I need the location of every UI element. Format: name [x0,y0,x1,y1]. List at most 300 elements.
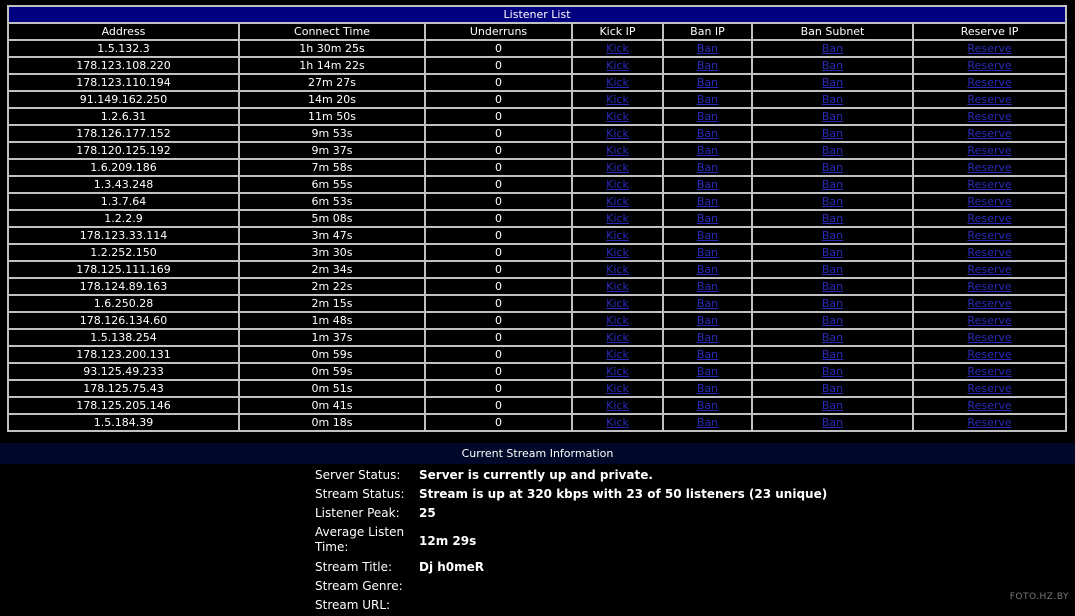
connect-time-cell: 14m 20s [239,91,425,108]
ban-subnet-cell [752,227,913,244]
address-cell: 1.6.209.186 [8,159,239,176]
table-row [8,363,1066,380]
ban-subnet-cell [752,159,913,176]
reserve-ip-link[interactable]: Reserve [967,331,1012,344]
address-cell: 91.149.162.250 [8,91,239,108]
kick-ip-link[interactable]: Kick [606,195,629,208]
kick-ip-link[interactable]: Kick [606,110,629,123]
ban-ip-cell [663,346,752,363]
connect-time-cell: 3m 30s [239,244,425,261]
ban-ip-link[interactable]: Ban [696,212,719,225]
kick-ip-cell [572,74,663,91]
kick-ip-link[interactable]: Kick [606,331,629,344]
connect-time-cell: 2m 34s [239,261,425,278]
underruns-cell: 0 [425,295,572,312]
kick-ip-link[interactable]: Kick [606,76,629,89]
column-header-connect-time: Connect Time [239,23,425,40]
table-row [8,346,1066,363]
connect-time-cell: 6m 55s [239,176,425,193]
ban-ip-link[interactable]: Ban [696,144,719,157]
reserve-ip-link[interactable]: Reserve [967,229,1012,242]
ban-subnet-link[interactable]: Ban [821,280,844,293]
address-cell: 1.3.43.248 [8,176,239,193]
kick-ip-link[interactable]: Kick [606,416,629,429]
kick-ip-link[interactable]: Kick [606,93,629,106]
underruns-cell: 0 [425,210,572,227]
address-cell: 1.5.138.254 [8,329,239,346]
ban-subnet-link[interactable]: Ban [821,59,844,72]
reserve-ip-cell [913,210,1066,227]
kick-ip-cell [572,312,663,329]
connect-time-cell: 2m 15s [239,295,425,312]
reserve-ip-link[interactable]: Reserve [967,110,1012,123]
underruns-cell: 0 [425,227,572,244]
table-row [8,397,1066,414]
ban-ip-cell [663,329,752,346]
underruns-cell: 0 [425,397,572,414]
kick-ip-link[interactable]: Kick [606,229,629,242]
connect-time-cell: 11m 50s [239,108,425,125]
underruns-cell: 0 [425,108,572,125]
reserve-ip-cell [913,159,1066,176]
connect-time-cell: 0m 59s [239,363,425,380]
ban-ip-cell [663,125,752,142]
connect-time-cell: 2m 22s [239,278,425,295]
ban-ip-cell [663,227,752,244]
ban-ip-cell [663,295,752,312]
connect-time-cell: 7m 58s [239,159,425,176]
address-cell: 178.124.89.163 [8,278,239,295]
kick-ip-link[interactable]: Kick [606,144,629,157]
ban-ip-link[interactable]: Ban [696,280,719,293]
stream-title-value: Dj h0meR [419,560,485,574]
reserve-ip-cell [913,278,1066,295]
ban-ip-cell [663,142,752,159]
watermark: FOTO.HZ.BY [1009,592,1069,602]
kick-ip-link[interactable]: Kick [606,348,629,361]
ban-ip-link[interactable]: Ban [696,59,719,72]
stream-genre-row [315,578,835,597]
ban-subnet-cell [752,329,913,346]
ban-subnet-cell [752,176,913,193]
table-row [8,312,1066,329]
address-cell: 1.2.2.9 [8,210,239,227]
reserve-ip-cell [913,295,1066,312]
address-cell: 178.126.177.152 [8,125,239,142]
table-row [8,210,1066,227]
ban-subnet-cell [752,295,913,312]
ban-subnet-cell [752,125,913,142]
reserve-ip-cell [913,244,1066,261]
kick-ip-cell [572,57,663,74]
server-status-row [315,467,835,486]
ban-ip-cell [663,40,752,57]
kick-ip-link[interactable]: Kick [606,365,629,378]
connect-time-cell: 5m 08s [239,210,425,227]
address-cell: 178.123.200.131 [8,346,239,363]
ban-ip-link[interactable]: Ban [696,348,719,361]
average-listen-time-label: Average Listen Time: [315,525,405,554]
kick-ip-cell [572,363,663,380]
ban-subnet-cell [752,74,913,91]
reserve-ip-link[interactable]: Reserve [967,280,1012,293]
table-row [8,159,1066,176]
table-row [8,278,1066,295]
kick-ip-cell [572,244,663,261]
ban-subnet-link[interactable]: Ban [821,382,844,395]
ban-subnet-cell [752,57,913,74]
table-row [8,108,1066,125]
kick-ip-link[interactable]: Kick [606,212,629,225]
connect-time-cell: 1h 30m 25s [239,40,425,57]
server-status-label: Server Status: [315,468,401,482]
address-cell: 1.2.6.31 [8,108,239,125]
ban-ip-link[interactable]: Ban [696,314,719,327]
listener-list-panel [7,5,1065,432]
underruns-cell: 0 [425,176,572,193]
ban-subnet-cell [752,193,913,210]
address-cell: 178.123.33.114 [8,227,239,244]
ban-ip-link[interactable]: Ban [696,110,719,123]
reserve-ip-link[interactable]: Reserve [967,212,1012,225]
address-cell: 178.125.111.169 [8,261,239,278]
kick-ip-cell [572,227,663,244]
listener-peak-value: 25 [419,506,436,520]
connect-time-cell: 3m 47s [239,227,425,244]
reserve-ip-cell [913,363,1066,380]
reserve-ip-link[interactable]: Reserve [967,382,1012,395]
underruns-cell: 0 [425,91,572,108]
ban-subnet-link[interactable]: Ban [821,76,844,89]
ban-subnet-cell [752,380,913,397]
ban-subnet-link[interactable]: Ban [821,399,844,412]
underruns-cell: 0 [425,329,572,346]
ban-subnet-link[interactable]: Ban [821,263,844,276]
kick-ip-link[interactable]: Kick [606,263,629,276]
reserve-ip-link[interactable]: Reserve [967,144,1012,157]
reserve-ip-cell [913,346,1066,363]
kick-ip-cell [572,91,663,108]
kick-ip-cell [572,278,663,295]
reserve-ip-link[interactable]: Reserve [967,161,1012,174]
reserve-ip-cell [913,329,1066,346]
ban-ip-cell [663,380,752,397]
reserve-ip-cell [913,40,1066,57]
reserve-ip-link[interactable]: Reserve [967,195,1012,208]
ban-ip-link[interactable]: Ban [696,229,719,242]
ban-subnet-link[interactable]: Ban [821,246,844,259]
underruns-cell: 0 [425,74,572,91]
reserve-ip-cell [913,57,1066,74]
ban-subnet-link[interactable]: Ban [821,93,844,106]
reserve-ip-cell [913,125,1066,142]
address-cell: 1.3.7.64 [8,193,239,210]
ban-ip-cell [663,278,752,295]
reserve-ip-cell [913,261,1066,278]
ban-subnet-link[interactable]: Ban [821,314,844,327]
table-row [8,74,1066,91]
kick-ip-link[interactable]: Kick [606,127,629,140]
kick-ip-link[interactable]: Kick [606,297,629,310]
table-row [8,227,1066,244]
ban-subnet-cell [752,40,913,57]
reserve-ip-cell [913,312,1066,329]
ban-ip-cell [663,244,752,261]
ban-ip-link[interactable]: Ban [696,93,719,106]
ban-subnet-link[interactable]: Ban [821,331,844,344]
address-cell: 178.125.75.43 [8,380,239,397]
reserve-ip-link[interactable]: Reserve [967,93,1012,106]
column-header-ban-ip: Ban IP [663,23,752,40]
kick-ip-link[interactable]: Kick [606,382,629,395]
ban-subnet-cell [752,414,913,431]
underruns-cell: 0 [425,380,572,397]
ban-ip-link[interactable]: Ban [696,263,719,276]
kick-ip-link[interactable]: Kick [606,161,629,174]
kick-ip-link[interactable]: Kick [606,280,629,293]
ban-ip-link[interactable]: Ban [696,76,719,89]
underruns-cell: 0 [425,193,572,210]
kick-ip-link[interactable]: Kick [606,178,629,191]
kick-ip-link[interactable]: Kick [606,314,629,327]
reserve-ip-cell [913,142,1066,159]
underruns-cell: 0 [425,278,572,295]
stream-info-panel [315,467,835,616]
reserve-ip-link[interactable]: Reserve [967,365,1012,378]
address-cell: 1.5.184.39 [8,414,239,431]
ban-subnet-link[interactable]: Ban [821,297,844,310]
reserve-ip-cell [913,227,1066,244]
ban-subnet-link[interactable]: Ban [821,212,844,225]
average-listen-time-value: 12m 29s [419,534,477,548]
table-row [8,329,1066,346]
ban-subnet-link[interactable]: Ban [821,348,844,361]
underruns-cell: 0 [425,159,572,176]
underruns-cell: 0 [425,261,572,278]
kick-ip-link[interactable]: Kick [606,59,629,72]
reserve-ip-link[interactable]: Reserve [967,416,1012,429]
connect-time-cell: 0m 51s [239,380,425,397]
connect-time-cell: 1m 37s [239,329,425,346]
ban-subnet-link[interactable]: Ban [821,127,844,140]
ban-ip-cell [663,210,752,227]
server-status-value: Server is currently up and private. [419,468,653,482]
ban-subnet-link[interactable]: Ban [821,161,844,174]
connect-time-cell: 0m 18s [239,414,425,431]
reserve-ip-link[interactable]: Reserve [967,178,1012,191]
reserve-ip-cell [913,380,1066,397]
reserve-ip-link[interactable]: Reserve [967,127,1012,140]
table-row [8,91,1066,108]
ban-subnet-link[interactable]: Ban [821,42,844,55]
ban-subnet-cell [752,278,913,295]
connect-time-cell: 9m 37s [239,142,425,159]
listener-list-title: Listener List [8,6,1066,23]
underruns-cell: 0 [425,312,572,329]
address-cell: 178.123.108.220 [8,57,239,74]
ban-subnet-link[interactable]: Ban [821,416,844,429]
table-row [8,142,1066,159]
address-cell: 178.125.205.146 [8,397,239,414]
ban-ip-cell [663,261,752,278]
underruns-cell: 0 [425,57,572,74]
table-row [8,176,1066,193]
reserve-ip-link[interactable]: Reserve [967,399,1012,412]
reserve-ip-cell [913,414,1066,431]
column-header-kick-ip: Kick IP [572,23,663,40]
address-cell: 1.5.132.3 [8,40,239,57]
ban-subnet-cell [752,312,913,329]
connect-time-cell: 6m 53s [239,193,425,210]
ban-ip-link[interactable]: Ban [696,178,719,191]
ban-ip-cell [663,159,752,176]
column-header-address: Address [8,23,239,40]
stream-status-value: Stream is up at 320 kbps with 23 of 50 listeners (23 unique) [419,487,828,501]
ban-ip-cell [663,193,752,210]
kick-ip-cell [572,210,663,227]
reserve-ip-link[interactable]: Reserve [967,76,1012,89]
listener-peak-row [315,505,835,524]
stream-status-label: Stream Status: [315,487,405,501]
kick-ip-cell [572,329,663,346]
ban-ip-cell [663,312,752,329]
stream-genre-label: Stream Genre: [315,579,403,593]
kick-ip-cell [572,142,663,159]
reserve-ip-cell [913,193,1066,210]
ban-ip-cell [663,363,752,380]
ban-ip-link[interactable]: Ban [696,127,719,140]
table-row [8,295,1066,312]
ban-subnet-cell [752,91,913,108]
reserve-ip-link[interactable]: Reserve [967,59,1012,72]
ban-ip-link[interactable]: Ban [696,399,719,412]
address-cell: 1.6.250.28 [8,295,239,312]
kick-ip-link[interactable]: Kick [606,246,629,259]
stream-info-title: Current Stream Information [0,443,1075,464]
column-header-reserve-ip: Reserve IP [913,23,1066,40]
reserve-ip-cell [913,397,1066,414]
kick-ip-cell [572,261,663,278]
kick-ip-cell [572,125,663,142]
kick-ip-cell [572,159,663,176]
connect-time-cell: 1m 48s [239,312,425,329]
kick-ip-cell [572,380,663,397]
connect-time-cell: 1h 14m 22s [239,57,425,74]
column-header-underruns: Underruns [425,23,572,40]
ban-ip-link[interactable]: Ban [696,161,719,174]
ban-ip-cell [663,414,752,431]
table-row [8,40,1066,57]
underruns-cell: 0 [425,142,572,159]
ban-ip-cell [663,176,752,193]
ban-subnet-cell [752,108,913,125]
kick-ip-cell [572,40,663,57]
table-row [8,57,1066,74]
connect-time-cell: 0m 41s [239,397,425,414]
table-row [8,125,1066,142]
ban-subnet-link[interactable]: Ban [821,229,844,242]
stream-title-row [315,559,835,578]
kick-ip-cell [572,414,663,431]
reserve-ip-link[interactable]: Reserve [967,348,1012,361]
underruns-cell: 0 [425,414,572,431]
kick-ip-cell [572,108,663,125]
underruns-cell: 0 [425,244,572,261]
ban-ip-cell [663,57,752,74]
ban-ip-link[interactable]: Ban [696,382,719,395]
reserve-ip-cell [913,91,1066,108]
ban-ip-cell [663,91,752,108]
ban-ip-link[interactable]: Ban [696,246,719,259]
ban-ip-link[interactable]: Ban [696,42,719,55]
kick-ip-cell [572,346,663,363]
underruns-cell: 0 [425,40,572,57]
reserve-ip-cell [913,74,1066,91]
ban-ip-cell [663,74,752,91]
table-row [8,261,1066,278]
stream-status-row [315,486,835,505]
ban-subnet-cell [752,397,913,414]
connect-time-cell: 0m 59s [239,346,425,363]
ban-subnet-cell [752,142,913,159]
listener-table [7,5,1067,432]
ban-ip-cell [663,397,752,414]
reserve-ip-link[interactable]: Reserve [967,246,1012,259]
reserve-ip-link[interactable]: Reserve [967,263,1012,276]
kick-ip-cell [572,295,663,312]
ban-subnet-cell [752,363,913,380]
ban-ip-link[interactable]: Ban [696,297,719,310]
address-cell: 178.123.110.194 [8,74,239,91]
ban-subnet-link[interactable]: Ban [821,365,844,378]
ban-subnet-cell [752,210,913,227]
stream-url-row [315,597,835,616]
ban-subnet-cell [752,346,913,363]
column-header-ban-subnet: Ban Subnet [752,23,913,40]
underruns-cell: 0 [425,346,572,363]
connect-time-cell: 9m 53s [239,125,425,142]
stream-title-label: Stream Title: [315,560,392,574]
stream-url-label: Stream URL: [315,598,391,612]
ban-ip-link[interactable]: Ban [696,195,719,208]
average-listen-time-row [315,524,835,559]
ban-ip-link[interactable]: Ban [696,416,719,429]
address-cell: 178.120.125.192 [8,142,239,159]
ban-subnet-link[interactable]: Ban [821,110,844,123]
address-cell: 178.126.134.60 [8,312,239,329]
ban-subnet-link[interactable]: Ban [821,144,844,157]
kick-ip-link[interactable]: Kick [606,42,629,55]
table-row [8,193,1066,210]
address-cell: 93.125.49.233 [8,363,239,380]
reserve-ip-cell [913,176,1066,193]
reserve-ip-link[interactable]: Reserve [967,314,1012,327]
ban-ip-link[interactable]: Ban [696,331,719,344]
kick-ip-link[interactable]: Kick [606,399,629,412]
underruns-cell: 0 [425,363,572,380]
ban-subnet-cell [752,261,913,278]
ban-ip-cell [663,108,752,125]
reserve-ip-link[interactable]: Reserve [967,42,1012,55]
ban-subnet-cell [752,244,913,261]
table-row [8,414,1066,431]
kick-ip-cell [572,176,663,193]
reserve-ip-link[interactable]: Reserve [967,297,1012,310]
ban-subnet-link[interactable]: Ban [821,195,844,208]
ban-subnet-link[interactable]: Ban [821,178,844,191]
table-row [8,244,1066,261]
ban-ip-link[interactable]: Ban [696,365,719,378]
